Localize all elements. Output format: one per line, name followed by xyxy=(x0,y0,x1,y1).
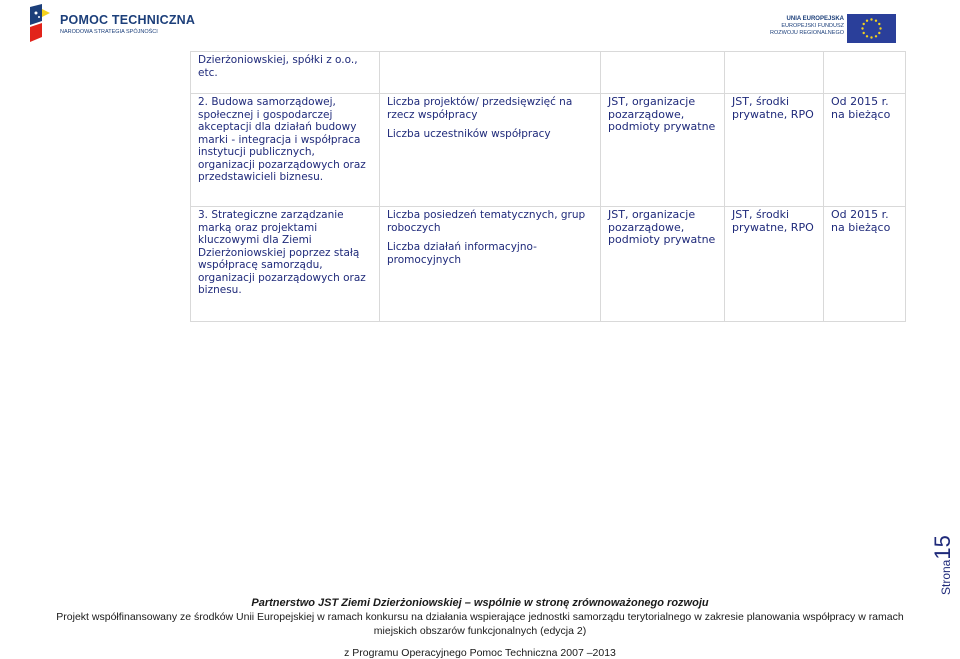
page-number-value: 15 xyxy=(930,535,955,560)
logo-flag-icon xyxy=(28,3,54,43)
indicators-cell xyxy=(380,207,601,322)
goal-cell xyxy=(191,52,380,94)
actions-table xyxy=(190,51,906,322)
funding-cell xyxy=(725,52,824,94)
goal-text: 3. Strategiczne zarządzanie marką oraz projektami kluczowymi dla Ziemi Dzierżoniowskiej poprzez stałą współpracę samorządu, organizacji pozarządowych oraz biznesu. xyxy=(198,209,366,296)
responsible-cell xyxy=(601,94,725,207)
funding-text: JST, środki prywatne, RPO xyxy=(732,208,814,234)
footer-line-1: Projekt współfinansowany ze środków Unii Europejskiej w ramach konkursu na działania wspierające jednostki samorządu terytorialnego w zakresie planowania współpracy w ramach xyxy=(56,611,904,623)
table-row xyxy=(191,207,906,322)
eu-logo xyxy=(756,14,898,44)
responsible-text: JST, organizacje pozarządowe, podmioty prywatne xyxy=(608,95,716,133)
pomoc-techniczna-logo xyxy=(28,3,196,43)
footer-title: Partnerstwo JST Ziemi Dzierżoniowskiej – wspólnie w stronę zrównoważonego rozwoju xyxy=(251,597,709,609)
funding-cell xyxy=(725,207,824,322)
eu-line-3: ROZWOJU REGIONALNEGO xyxy=(770,30,844,36)
table-row xyxy=(191,94,906,207)
timing-text: Od 2015 r. na bieżąco xyxy=(831,208,891,234)
timing-cell xyxy=(824,207,906,322)
timing-cell xyxy=(824,94,906,207)
goal-cell xyxy=(191,207,380,322)
indicator-text: Liczba uczestników współpracy xyxy=(387,128,551,140)
eu-text xyxy=(756,16,844,37)
page-label: Strona xyxy=(939,559,953,595)
funding-cell xyxy=(725,94,824,207)
logo-title: POMOC TECHNICZNA xyxy=(60,13,196,27)
indicators-cell xyxy=(380,52,601,94)
responsible-cell xyxy=(601,207,725,322)
footer-line-2: miejskich obszarów funkcjonalnych (edycja 2) xyxy=(373,625,587,637)
timing-cell xyxy=(824,52,906,94)
logo-subtitle: NARODOWA STRATEGIA SPÓJNOŚCI xyxy=(60,29,158,35)
indicator-text: Liczba projektów/ przedsięwzięć na rzecz współpracy xyxy=(387,96,573,121)
responsible-cell xyxy=(601,52,725,94)
indicator-text: Liczba działań informacyjno-promocyjnych xyxy=(387,241,537,266)
timing-text: Od 2015 r. na bieżąco xyxy=(831,95,891,121)
page-number xyxy=(930,535,960,595)
indicator-text: Liczba posiedzeń tematycznych, grup roboczych xyxy=(387,209,586,234)
eu-flag-icon xyxy=(847,14,896,43)
goal-text: 2. Budowa samorządowej, społecznej i gospodarczej akceptacji dla działań budowy marki - integracja i współpraca instytucji publicznych, organizacji pozarządowych oraz przedstawicieli biznesu. xyxy=(198,96,366,183)
indicators-cell xyxy=(380,94,601,207)
eu-line-1: UNIA EUROPEJSKA xyxy=(786,16,844,22)
goal-text: Dzierżoniowskiej, spółki z o.o., etc. xyxy=(198,54,358,79)
footer-line-3: z Programu Operacyjnego Pomoc Techniczna 2007 –2013 xyxy=(344,647,616,659)
eu-line-2: EUROPEJSKI FUNDUSZ xyxy=(781,23,844,29)
table-row xyxy=(191,52,906,94)
responsible-text: JST, organizacje pozarządowe, podmioty prywatne xyxy=(608,208,716,246)
funding-text: JST, środki prywatne, RPO xyxy=(732,95,814,121)
goal-cell xyxy=(191,94,380,207)
